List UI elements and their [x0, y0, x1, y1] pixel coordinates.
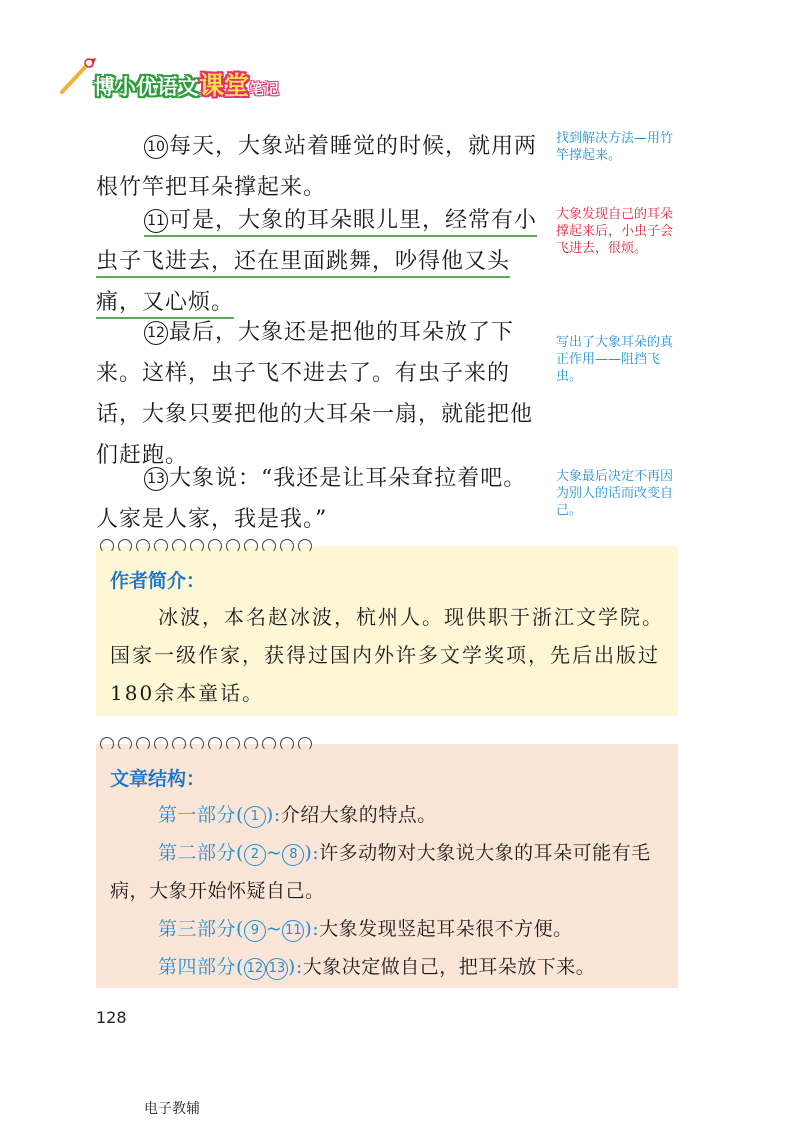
author-intro-body — [110, 598, 670, 712]
author-intro-text: 冰波，本名赵冰波，杭州人。现供职于浙江文学院。国家一级作家，获得过国内外许多文学奖项，先后出版过180余本童话。 — [110, 605, 664, 705]
paragraph-number: 13 — [144, 467, 168, 491]
notebook-rings — [100, 736, 316, 752]
paragraph-12 — [96, 312, 546, 476]
logo-text — [94, 66, 279, 102]
paragraph-number: 11 — [282, 920, 304, 942]
range-separator: ~ — [265, 842, 283, 864]
paragraph-number: 2 — [244, 844, 266, 866]
annotation-note: 找到解决方法—用竹竿撑起来。 — [556, 131, 674, 163]
notebook-rings — [100, 538, 316, 554]
logo-small: 笔记 — [249, 80, 280, 98]
paragraph-number: 1 — [244, 806, 266, 828]
paragraph-13 — [96, 458, 546, 540]
annotation-note: 大象发现自己的耳朵撑起来后，小虫子会飞进去，很烦。 — [556, 207, 674, 256]
header-logo — [58, 52, 318, 102]
paragraph-number: 12 — [244, 958, 266, 980]
paragraph-number: 11 — [144, 209, 168, 233]
structure-line — [110, 910, 670, 948]
logo-accent: 课堂 — [199, 71, 250, 100]
structure-line — [110, 948, 670, 986]
structure-label: 第四部分( — [158, 956, 244, 978]
brush-icon — [58, 56, 98, 96]
paragraph-11 — [96, 200, 546, 323]
author-intro-box — [96, 546, 678, 716]
article-structure-title: 文章结构： — [110, 768, 206, 790]
structure-label: 第二部分( — [158, 842, 244, 864]
structure-text: 介绍大象的特点。 — [280, 804, 437, 826]
paragraph-number: 10 — [144, 135, 168, 159]
logo-main: 博小优语文 — [94, 75, 199, 99]
page-number: 128 — [96, 1008, 127, 1027]
article-structure-body — [110, 796, 670, 986]
paragraph-text: 可是，大象的耳朵眼儿里，经常有小虫子飞进去，还在里面跳舞，吵得他又头痛，又心烦。 — [96, 208, 538, 315]
paragraph-number: 13 — [266, 958, 288, 980]
paragraph-number: 8 — [282, 844, 304, 866]
paragraph-text: 大象说：“我还是让耳朵耷拉着吧。人家是人家，我是我。” — [96, 466, 527, 532]
range-separator: ~ — [265, 918, 283, 940]
structure-label: 第三部分( — [158, 918, 244, 940]
underlined-text — [96, 208, 537, 319]
footer-text: 电子教辅 — [144, 1101, 200, 1117]
structure-label-close: ): — [265, 804, 281, 826]
paragraph-10 — [96, 126, 546, 208]
structure-line — [110, 834, 670, 910]
structure-text: 大象发现竖起耳朵很不方便。 — [319, 918, 573, 940]
structure-label-close: ): — [304, 842, 320, 864]
structure-label-close: ): — [304, 918, 320, 940]
paragraph-number: 9 — [244, 920, 266, 942]
structure-label: 第一部分( — [158, 804, 244, 826]
annotation-note: 大象最后决定不再因为别人的话而改变自己。 — [556, 469, 674, 518]
paragraph-number: 12 — [144, 321, 168, 345]
author-intro-title: 作者简介： — [110, 570, 206, 592]
article-structure-box — [96, 744, 678, 988]
structure-text: 许多动物对大象说大象的耳朵可能有毛病，大象开始怀疑自己。 — [110, 842, 651, 902]
structure-line — [110, 796, 670, 834]
paragraph-text: 最后，大象还是把他的耳朵放了下来。这样，虫子飞不进去了。有虫子来的话，大象只要把他的大耳朵一扇，就能把他们赶跑。 — [96, 320, 534, 468]
structure-label-close: ): — [287, 956, 303, 978]
annotation-note: 写出了大象耳朵的真正作用——阻挡飞虫。 — [556, 335, 674, 384]
structure-text: 大象决定做自己，把耳朵放下来。 — [302, 956, 596, 978]
paragraph-text: 每天，大象站着睡觉的时候，就用两根竹竿把耳朵撑起来。 — [96, 134, 538, 200]
